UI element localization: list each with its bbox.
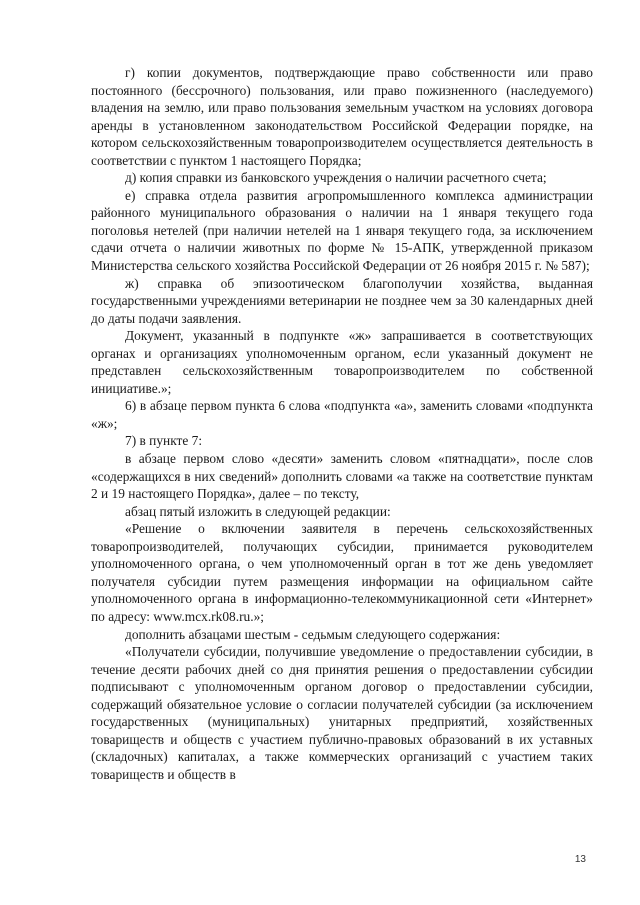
- paragraph-decision: «Решение о включении заявителя в перечень сельскохозяйственных товаропроизводителей, получающих субсидии, принимается руководителем уполномоченного органа, о чем уполномоченный орган в тот же день уведомляет получателя субсидии путем размещения информации на официальном сайте уполномоченного органа в информационно-телекоммуникационной сети «Интернет» по адресу: www.mcx.rk08.ru.»;: [91, 521, 593, 624]
- paragraph-amendment-7: 7) в пункте 7:: [125, 433, 203, 449]
- paragraph-add-abzacs-intro: дополнить абзацами шестым - седьмым следующего содержания:: [125, 626, 501, 642]
- paragraph-amendment-6: 6) в абзаце первом пункта 6 слова «подпункта «а», заменить словами «подпункта «ж»;: [91, 398, 593, 431]
- document-body: [91, 64, 593, 783]
- paragraph-item-zh: ж) справка об эпизоотическом благополучии хозяйства, выданная государственными учреждениями ветеринарии не позднее чем за 30 календарных дней до даты подачи заявления.: [91, 275, 593, 326]
- paragraph-first-abzac: в абзаце первом слово «десяти» заменить словом «пятнадцати», после слов «содержащихся в них сведений» дополнить словами «а также на соответствие пунктам 2 и 19 настоящего Порядка», далее – по тексту,: [91, 451, 593, 502]
- paragraph-item-g: г) копии документов, подтверждающие право собственности или право постоянного (бессрочного) пользования, или право пожизненного (наследуемого) владения на землю, или право пользования земельным участком на условиях договора аренды в установленном законодательством Российской Федерации порядке, на котором сельскохозяйственным товаропроизводителем осуществляется деятельность в соответствии с пунктом 1 настоящего Порядка;: [91, 65, 593, 168]
- paragraph-document-request: Документ, указанный в подпункте «ж» запрашивается в соответствующих органах и организациях уполномоченным органом, если указанный документ не представлен сельскохозяйственным товаропроизводителем по собственной инициативе.»;: [91, 328, 593, 396]
- paragraph-fifth-abzac-intro: абзац пятый изложить в следующей редакции:: [125, 503, 391, 519]
- page-number: 13: [574, 854, 586, 865]
- paragraph-item-e: е) справка отдела развития агропромышленного комплекса администрации районного муниципального образования о наличии на 1 января текущего года поголовья нетелей (при наличии нетелей на 1 января текущего года, за исключением сдачи отчета о наличии животных по форме № 15-АПК, утвержденной приказом Министерства сельского хозяйства Российской Федерации от 26 ноября 2015 г. № 587);: [91, 187, 593, 274]
- paragraph-item-d: д) копия справки из банковского учреждения о наличии расчетного счета;: [125, 170, 547, 186]
- paragraph-recipients: «Получатели субсидии, получившие уведомление о предоставлении субсидии, в течение десяти рабочих дней со дня принятия решения о предоставлении субсидии подписывают с уполномоченным органом договор о предоставлении субсидии, содержащий обязательное условие о согласии получателей субсидии (за исключением государственных (муниципальных) унитарных предприятий, хозяйственных товариществ и обществ с участием публично-правовых образований в их уставных (складочных) капиталах, а также коммерческих организаций с участием таких товариществ и обществ в: [91, 644, 593, 782]
